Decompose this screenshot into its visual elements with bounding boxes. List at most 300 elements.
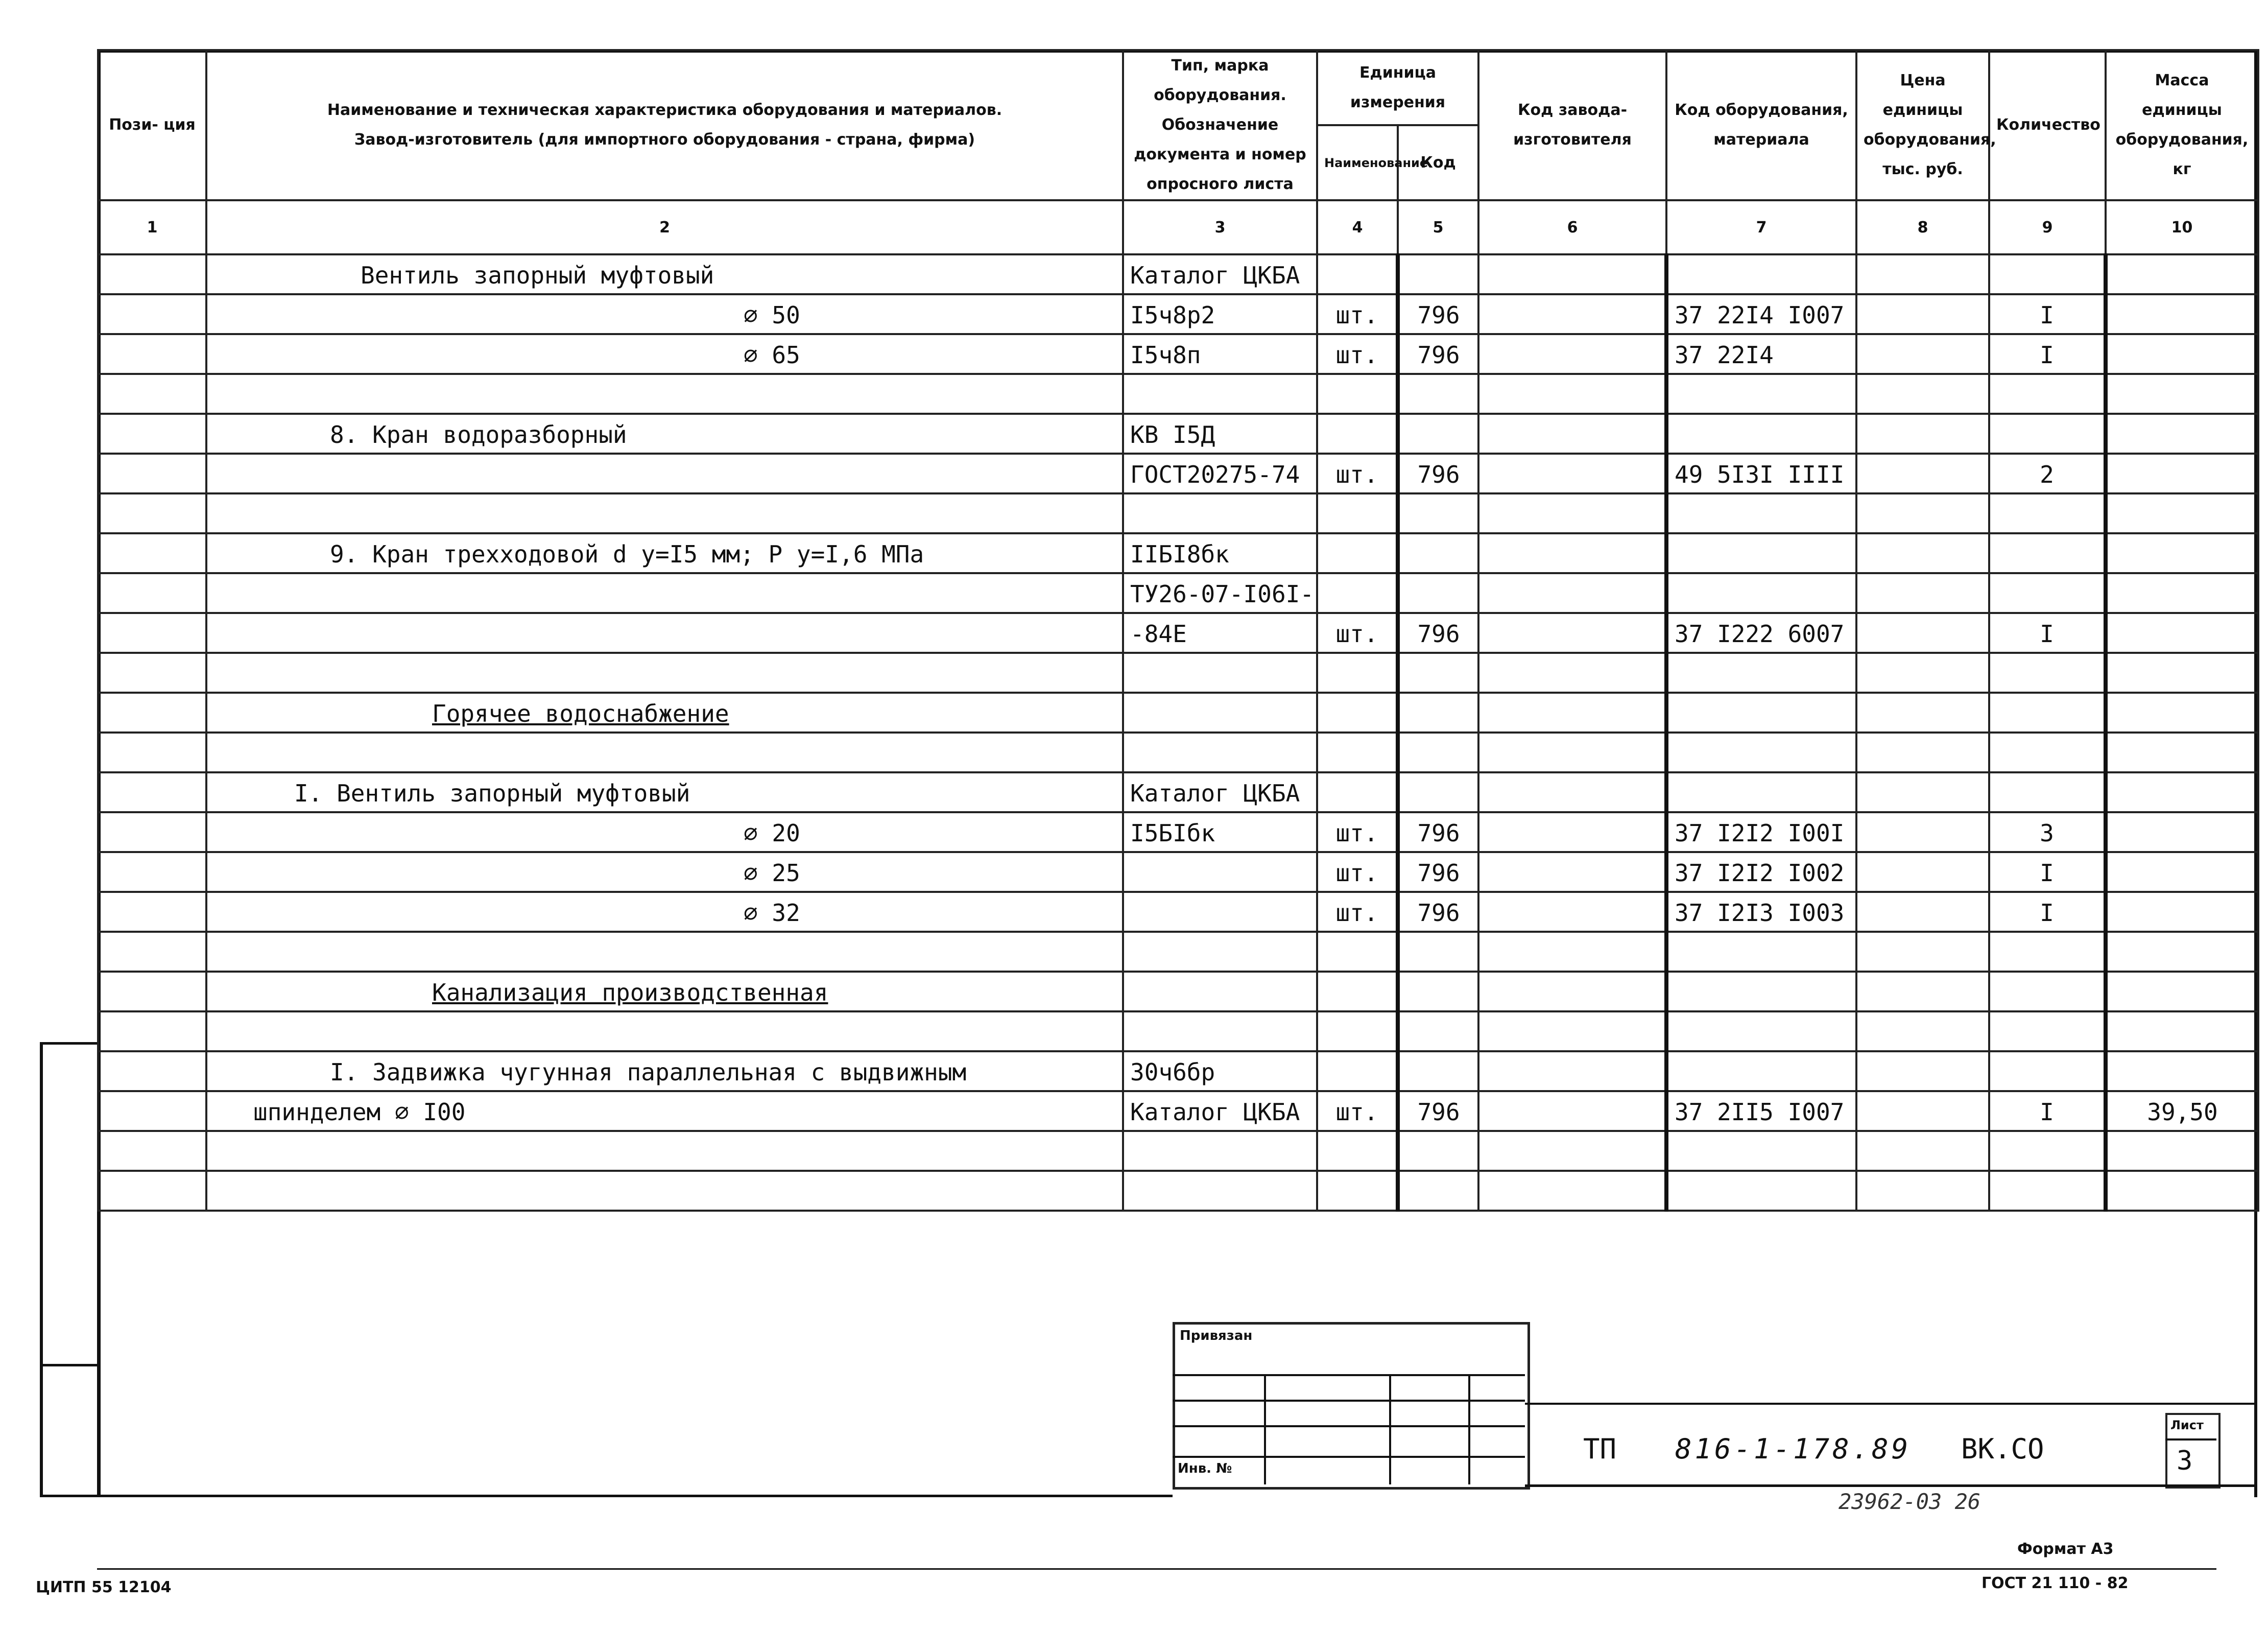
unit-name-cell: шт. bbox=[1317, 1091, 1398, 1131]
equipment-code-cell bbox=[1666, 1011, 1856, 1051]
unit-code-cell bbox=[1398, 733, 1478, 772]
equipment-code-cell bbox=[1666, 1131, 1856, 1171]
frame-bottom-left bbox=[97, 1495, 1173, 1497]
factory-code-cell bbox=[1478, 533, 1666, 573]
header-row bbox=[98, 50, 2258, 125]
position-cell bbox=[98, 254, 206, 294]
sheet-box-divider bbox=[2165, 1438, 2216, 1441]
unit-name-cell bbox=[1317, 772, 1398, 812]
mass-cell bbox=[2106, 972, 2258, 1011]
equipment-code-cell: 37 I2I2 I002 bbox=[1666, 852, 1856, 892]
table-row bbox=[98, 294, 2258, 334]
mass-cell bbox=[2106, 573, 2258, 613]
equipment-code-cell bbox=[1666, 932, 1856, 972]
table-row bbox=[98, 573, 2258, 613]
col-number: 7 bbox=[1666, 200, 1856, 254]
quantity-cell bbox=[1989, 1131, 2106, 1171]
binding-strip-mark-top bbox=[43, 1042, 97, 1045]
item-name-cell bbox=[206, 932, 1123, 972]
stamp-line bbox=[1264, 1374, 1266, 1484]
factory-code-cell bbox=[1478, 693, 1666, 733]
position-cell bbox=[98, 414, 206, 454]
unit-name-cell: шт. bbox=[1317, 892, 1398, 932]
unit-name-cell bbox=[1317, 374, 1398, 414]
price-cell bbox=[1856, 1051, 1989, 1091]
equipment-code-cell bbox=[1666, 693, 1856, 733]
position-cell bbox=[98, 653, 206, 693]
position-cell bbox=[98, 493, 206, 533]
table-row bbox=[98, 613, 2258, 653]
unit-code-cell bbox=[1398, 1171, 1478, 1211]
position-cell bbox=[98, 693, 206, 733]
item-type-cell: Каталог ЦКБА bbox=[1123, 254, 1317, 294]
item-name-cell bbox=[206, 1131, 1123, 1171]
unit-code-cell: 796 bbox=[1398, 613, 1478, 653]
header-position: Пози- ция bbox=[98, 50, 206, 200]
factory-code-cell bbox=[1478, 493, 1666, 533]
unit-name-cell: шт. bbox=[1317, 812, 1398, 852]
unit-code-cell bbox=[1398, 533, 1478, 573]
sheet-number: 3 bbox=[2177, 1446, 2193, 1476]
header-type: Тип, марка оборудования. Обозначение документа и номер опросного листа bbox=[1123, 50, 1317, 200]
handwritten-number: 23962-03 26 bbox=[1839, 1489, 1981, 1514]
item-type-cell: -84Е bbox=[1123, 613, 1317, 653]
price-cell bbox=[1856, 374, 1989, 414]
header-unit-name: Наименование bbox=[1317, 125, 1398, 200]
price-cell bbox=[1856, 414, 1989, 454]
table-row bbox=[98, 932, 2258, 972]
price-cell bbox=[1856, 772, 1989, 812]
col-number: 3 bbox=[1123, 200, 1317, 254]
stamp-line bbox=[1468, 1374, 1470, 1484]
item-name-cell: I. Вентиль запорный муфтовый bbox=[206, 772, 1123, 812]
price-cell bbox=[1856, 454, 1989, 493]
mass-cell bbox=[2106, 852, 2258, 892]
quantity-cell bbox=[1989, 414, 2106, 454]
quantity-cell: I bbox=[1989, 1091, 2106, 1131]
position-cell bbox=[98, 772, 206, 812]
item-name-cell: Горячее водоснабжение bbox=[206, 693, 1123, 733]
item-name-cell: 8. Кран водоразборный bbox=[206, 414, 1123, 454]
factory-code-cell bbox=[1478, 1011, 1666, 1051]
unit-name-cell: шт. bbox=[1317, 294, 1398, 334]
quantity-cell bbox=[1989, 772, 2106, 812]
footer-line bbox=[97, 1568, 2216, 1570]
item-type-cell bbox=[1123, 653, 1317, 693]
table-row bbox=[98, 653, 2258, 693]
unit-code-cell: 796 bbox=[1398, 852, 1478, 892]
factory-code-cell bbox=[1478, 812, 1666, 852]
price-cell bbox=[1856, 653, 1989, 693]
binding-strip-line bbox=[40, 1042, 43, 1497]
item-type-cell bbox=[1123, 932, 1317, 972]
unit-name-cell bbox=[1317, 653, 1398, 693]
mass-cell bbox=[2106, 693, 2258, 733]
item-name-cell: I. Задвижка чугунная параллельная с выдвижным bbox=[206, 1051, 1123, 1091]
quantity-cell bbox=[1989, 733, 2106, 772]
mass-cell bbox=[2106, 334, 2258, 374]
unit-code-cell bbox=[1398, 693, 1478, 733]
position-cell bbox=[98, 932, 206, 972]
position-cell bbox=[98, 1011, 206, 1051]
stamp-line bbox=[1389, 1374, 1391, 1484]
equipment-code-cell bbox=[1666, 972, 1856, 1011]
quantity-cell: 2 bbox=[1989, 454, 2106, 493]
stamp-line bbox=[1173, 1374, 1525, 1376]
item-type-cell: I5ч8р2 bbox=[1123, 294, 1317, 334]
table-row bbox=[98, 1011, 2258, 1051]
factory-code-cell bbox=[1478, 932, 1666, 972]
item-name-cell: ⌀ 65 bbox=[206, 334, 1123, 374]
position-cell bbox=[98, 573, 206, 613]
price-cell bbox=[1856, 812, 1989, 852]
specification-table bbox=[97, 49, 2259, 1212]
quantity-cell: 3 bbox=[1989, 812, 2106, 852]
mass-cell bbox=[2106, 454, 2258, 493]
position-cell bbox=[98, 972, 206, 1011]
equipment-code-cell: 49 5I3I IIII bbox=[1666, 454, 1856, 493]
table-row bbox=[98, 812, 2258, 852]
unit-name-cell: шт. bbox=[1317, 334, 1398, 374]
header-name-line2: Завод-изготовитель (для импортного оборудования - страна, фирма) bbox=[354, 131, 975, 149]
quantity-cell bbox=[1989, 653, 2106, 693]
binding-strip-mark-bottom bbox=[43, 1364, 97, 1366]
table-row bbox=[98, 254, 2258, 294]
quantity-cell: I bbox=[1989, 294, 2106, 334]
equipment-code-cell bbox=[1666, 254, 1856, 294]
stamp-line bbox=[1173, 1425, 1525, 1427]
header-equipment-code: Код оборудования, материала bbox=[1666, 50, 1856, 200]
unit-name-cell: шт. bbox=[1317, 613, 1398, 653]
unit-code-cell bbox=[1398, 1131, 1478, 1171]
price-cell bbox=[1856, 493, 1989, 533]
position-cell bbox=[98, 892, 206, 932]
position-cell bbox=[98, 1171, 206, 1211]
table-row bbox=[98, 892, 2258, 932]
table-row bbox=[98, 1091, 2258, 1131]
price-cell bbox=[1856, 254, 1989, 294]
item-type-cell: ТУ26-07-I06I- bbox=[1123, 573, 1317, 613]
table-row bbox=[98, 1051, 2258, 1091]
equipment-code-cell: 37 2II5 I007 bbox=[1666, 1091, 1856, 1131]
unit-name-cell bbox=[1317, 972, 1398, 1011]
price-cell bbox=[1856, 613, 1989, 653]
position-cell bbox=[98, 1051, 206, 1091]
unit-name-cell bbox=[1317, 1171, 1398, 1211]
unit-code-cell bbox=[1398, 653, 1478, 693]
equipment-code-cell: 37 I2I3 I003 bbox=[1666, 892, 1856, 932]
quantity-cell bbox=[1989, 693, 2106, 733]
unit-name-cell bbox=[1317, 493, 1398, 533]
mass-cell bbox=[2106, 294, 2258, 334]
table-row bbox=[98, 533, 2258, 573]
stamp-line bbox=[1173, 1456, 1525, 1458]
item-type-cell bbox=[1123, 972, 1317, 1011]
price-cell bbox=[1856, 852, 1989, 892]
unit-code-cell bbox=[1398, 932, 1478, 972]
unit-code-cell bbox=[1398, 972, 1478, 1011]
col-number: 1 bbox=[98, 200, 206, 254]
factory-code-cell bbox=[1478, 1051, 1666, 1091]
position-cell bbox=[98, 613, 206, 653]
mass-cell bbox=[2106, 493, 2258, 533]
header-mass: Масса единицы оборудования, кг bbox=[2106, 50, 2258, 200]
item-name-cell bbox=[206, 454, 1123, 493]
equipment-code-cell: 37 22I4 I007 bbox=[1666, 294, 1856, 334]
header-unit-code: Код bbox=[1398, 125, 1478, 200]
quantity-cell bbox=[1989, 1171, 2106, 1211]
item-type-cell bbox=[1123, 1171, 1317, 1211]
col-number: 2 bbox=[206, 200, 1123, 254]
item-type-cell bbox=[1123, 693, 1317, 733]
col-number: 6 bbox=[1478, 200, 1666, 254]
table-row bbox=[98, 493, 2258, 533]
equipment-code-cell bbox=[1666, 533, 1856, 573]
position-cell bbox=[98, 1131, 206, 1171]
quantity-cell bbox=[1989, 932, 2106, 972]
mass-cell bbox=[2106, 254, 2258, 294]
table-row bbox=[98, 454, 2258, 493]
mass-cell bbox=[2106, 653, 2258, 693]
item-name-cell: ⌀ 20 bbox=[206, 812, 1123, 852]
item-type-cell bbox=[1123, 733, 1317, 772]
item-name-cell: ⌀ 25 bbox=[206, 852, 1123, 892]
unit-code-cell bbox=[1398, 254, 1478, 294]
equipment-code-cell bbox=[1666, 653, 1856, 693]
doc-suffix: ВК.СО bbox=[1961, 1433, 2044, 1465]
equipment-code-cell bbox=[1666, 414, 1856, 454]
item-type-cell bbox=[1123, 493, 1317, 533]
mass-cell bbox=[2106, 1051, 2258, 1091]
equipment-code-cell bbox=[1666, 1171, 1856, 1211]
unit-name-cell bbox=[1317, 254, 1398, 294]
unit-name-cell bbox=[1317, 533, 1398, 573]
header-name bbox=[206, 50, 1123, 200]
item-name-cell: шпинделем ⌀ I00 bbox=[206, 1091, 1123, 1131]
item-type-cell: КВ I5Д bbox=[1123, 414, 1317, 454]
table-row bbox=[98, 852, 2258, 892]
unit-code-cell: 796 bbox=[1398, 454, 1478, 493]
factory-code-cell bbox=[1478, 254, 1666, 294]
format-label: Формат А3 bbox=[2017, 1540, 2114, 1558]
quantity-cell bbox=[1989, 254, 2106, 294]
item-name-cell bbox=[206, 653, 1123, 693]
binding-strip-bottom bbox=[40, 1495, 97, 1497]
unit-code-cell bbox=[1398, 1011, 1478, 1051]
item-type-cell bbox=[1123, 1011, 1317, 1051]
equipment-code-cell: 37 22I4 bbox=[1666, 334, 1856, 374]
unit-name-cell bbox=[1317, 693, 1398, 733]
table-row bbox=[98, 693, 2258, 733]
unit-name-cell bbox=[1317, 1051, 1398, 1091]
position-cell bbox=[98, 852, 206, 892]
equipment-code-cell bbox=[1666, 1051, 1856, 1091]
table-row bbox=[98, 334, 2258, 374]
title-block-top-line bbox=[1525, 1403, 2257, 1405]
mass-cell bbox=[2106, 772, 2258, 812]
gost-label: ГОСТ 21 110 - 82 bbox=[1981, 1574, 2129, 1592]
table-body bbox=[98, 254, 2258, 1211]
doc-number: 816-1-178.89 bbox=[1675, 1433, 1912, 1465]
unit-name-cell bbox=[1317, 733, 1398, 772]
item-name-cell: 9. Кран трехходовой d y=I5 мм; P y=I,6 МПа bbox=[206, 533, 1123, 573]
factory-code-cell bbox=[1478, 1171, 1666, 1211]
header-price: Цена единицы оборудования, тыс. руб. bbox=[1856, 50, 1989, 200]
equipment-code-cell: 37 I222 6007 bbox=[1666, 613, 1856, 653]
unit-code-cell: 796 bbox=[1398, 812, 1478, 852]
equipment-code-cell bbox=[1666, 374, 1856, 414]
stamp-inv-label: Инв. № bbox=[1178, 1461, 1232, 1476]
column-numbers-row bbox=[98, 200, 2258, 254]
quantity-cell bbox=[1989, 493, 2106, 533]
factory-code-cell bbox=[1478, 1131, 1666, 1171]
col-number: 5 bbox=[1398, 200, 1478, 254]
item-type-cell bbox=[1123, 892, 1317, 932]
price-cell bbox=[1856, 1171, 1989, 1211]
col-number: 10 bbox=[2106, 200, 2258, 254]
unit-name-cell bbox=[1317, 1011, 1398, 1051]
item-name-cell: ⌀ 32 bbox=[206, 892, 1123, 932]
equipment-code-cell bbox=[1666, 772, 1856, 812]
doc-prefix: ТП bbox=[1583, 1433, 1617, 1465]
unit-code-cell bbox=[1398, 1051, 1478, 1091]
unit-code-cell bbox=[1398, 493, 1478, 533]
frame-bottom-right bbox=[1525, 1484, 2257, 1487]
item-name-cell bbox=[206, 613, 1123, 653]
item-type-cell: I5ч8п bbox=[1123, 334, 1317, 374]
col-number: 8 bbox=[1856, 200, 1989, 254]
item-type-cell bbox=[1123, 374, 1317, 414]
equipment-code-cell: 37 I2I2 I00I bbox=[1666, 812, 1856, 852]
mass-cell bbox=[2106, 1011, 2258, 1051]
unit-code-cell: 796 bbox=[1398, 294, 1478, 334]
factory-code-cell bbox=[1478, 892, 1666, 932]
item-name-cell bbox=[206, 1011, 1123, 1051]
header-quantity: Количество bbox=[1989, 50, 2106, 200]
mass-cell bbox=[2106, 892, 2258, 932]
unit-name-cell: шт. bbox=[1317, 852, 1398, 892]
table-row bbox=[98, 1171, 2258, 1211]
quantity-cell bbox=[1989, 1051, 2106, 1091]
factory-code-cell bbox=[1478, 613, 1666, 653]
price-cell bbox=[1856, 733, 1989, 772]
position-cell bbox=[98, 1091, 206, 1131]
factory-code-cell bbox=[1478, 1091, 1666, 1131]
price-cell bbox=[1856, 533, 1989, 573]
item-type-cell bbox=[1123, 852, 1317, 892]
equipment-code-cell bbox=[1666, 573, 1856, 613]
position-cell bbox=[98, 374, 206, 414]
item-name-cell bbox=[206, 573, 1123, 613]
position-cell bbox=[98, 812, 206, 852]
table-row bbox=[98, 374, 2258, 414]
price-cell bbox=[1856, 932, 1989, 972]
unit-name-cell bbox=[1317, 932, 1398, 972]
item-type-cell: 30ч6бр bbox=[1123, 1051, 1317, 1091]
unit-code-cell: 796 bbox=[1398, 1091, 1478, 1131]
position-cell bbox=[98, 454, 206, 493]
factory-code-cell bbox=[1478, 852, 1666, 892]
equipment-code-cell bbox=[1666, 493, 1856, 533]
unit-name-cell bbox=[1317, 414, 1398, 454]
factory-code-cell bbox=[1478, 294, 1666, 334]
mass-cell bbox=[2106, 1131, 2258, 1171]
factory-code-cell bbox=[1478, 334, 1666, 374]
mass-cell bbox=[2106, 1171, 2258, 1211]
mass-cell bbox=[2106, 374, 2258, 414]
price-cell bbox=[1856, 334, 1989, 374]
itp-label: ЦИТП 55 12104 bbox=[36, 1578, 172, 1596]
unit-code-cell bbox=[1398, 772, 1478, 812]
factory-code-cell bbox=[1478, 454, 1666, 493]
item-type-cell: Каталог ЦКБА bbox=[1123, 1091, 1317, 1131]
price-cell bbox=[1856, 1131, 1989, 1171]
item-name-cell: Канализация производственная bbox=[206, 972, 1123, 1011]
unit-name-cell bbox=[1317, 573, 1398, 613]
factory-code-cell bbox=[1478, 573, 1666, 613]
stamp-privyazan-label: Привязан bbox=[1180, 1328, 1253, 1343]
factory-code-cell bbox=[1478, 653, 1666, 693]
col-number: 4 bbox=[1317, 200, 1398, 254]
mass-cell bbox=[2106, 414, 2258, 454]
mass-cell bbox=[2106, 613, 2258, 653]
factory-code-cell bbox=[1478, 972, 1666, 1011]
factory-code-cell bbox=[1478, 772, 1666, 812]
item-name-cell bbox=[206, 1171, 1123, 1211]
item-type-cell bbox=[1123, 1131, 1317, 1171]
equipment-code-cell bbox=[1666, 733, 1856, 772]
mass-cell: 39,50 bbox=[2106, 1091, 2258, 1131]
item-name-cell: Вентиль запорный муфтовый bbox=[206, 254, 1123, 294]
item-type-cell: I5БIбк bbox=[1123, 812, 1317, 852]
price-cell bbox=[1856, 693, 1989, 733]
header-name-line1: Наименование и техническая характеристика оборудования и материалов. bbox=[327, 101, 1002, 119]
position-cell bbox=[98, 334, 206, 374]
header-unit: Единица измерения bbox=[1317, 50, 1478, 125]
table-row bbox=[98, 733, 2258, 772]
sheet-label: Лист bbox=[2170, 1418, 2204, 1432]
item-name-cell bbox=[206, 493, 1123, 533]
price-cell bbox=[1856, 1091, 1989, 1131]
position-cell bbox=[98, 733, 206, 772]
table-row bbox=[98, 772, 2258, 812]
quantity-cell: I bbox=[1989, 613, 2106, 653]
mass-cell bbox=[2106, 932, 2258, 972]
quantity-cell bbox=[1989, 374, 2106, 414]
mass-cell bbox=[2106, 533, 2258, 573]
mass-cell bbox=[2106, 733, 2258, 772]
item-name-cell: ⌀ 50 bbox=[206, 294, 1123, 334]
quantity-cell bbox=[1989, 573, 2106, 613]
price-cell bbox=[1856, 1011, 1989, 1051]
position-cell bbox=[98, 294, 206, 334]
quantity-cell: I bbox=[1989, 852, 2106, 892]
header-factory-code: Код завода-изготовителя bbox=[1478, 50, 1666, 200]
item-name-cell bbox=[206, 733, 1123, 772]
unit-code-cell bbox=[1398, 414, 1478, 454]
quantity-cell bbox=[1989, 533, 2106, 573]
unit-code-cell bbox=[1398, 573, 1478, 613]
table-row bbox=[98, 972, 2258, 1011]
factory-code-cell bbox=[1478, 414, 1666, 454]
unit-name-cell: шт. bbox=[1317, 454, 1398, 493]
table-row bbox=[98, 1131, 2258, 1171]
item-name-cell bbox=[206, 374, 1123, 414]
unit-code-cell: 796 bbox=[1398, 334, 1478, 374]
stamp-line bbox=[1173, 1400, 1525, 1402]
price-cell bbox=[1856, 972, 1989, 1011]
factory-code-cell bbox=[1478, 374, 1666, 414]
